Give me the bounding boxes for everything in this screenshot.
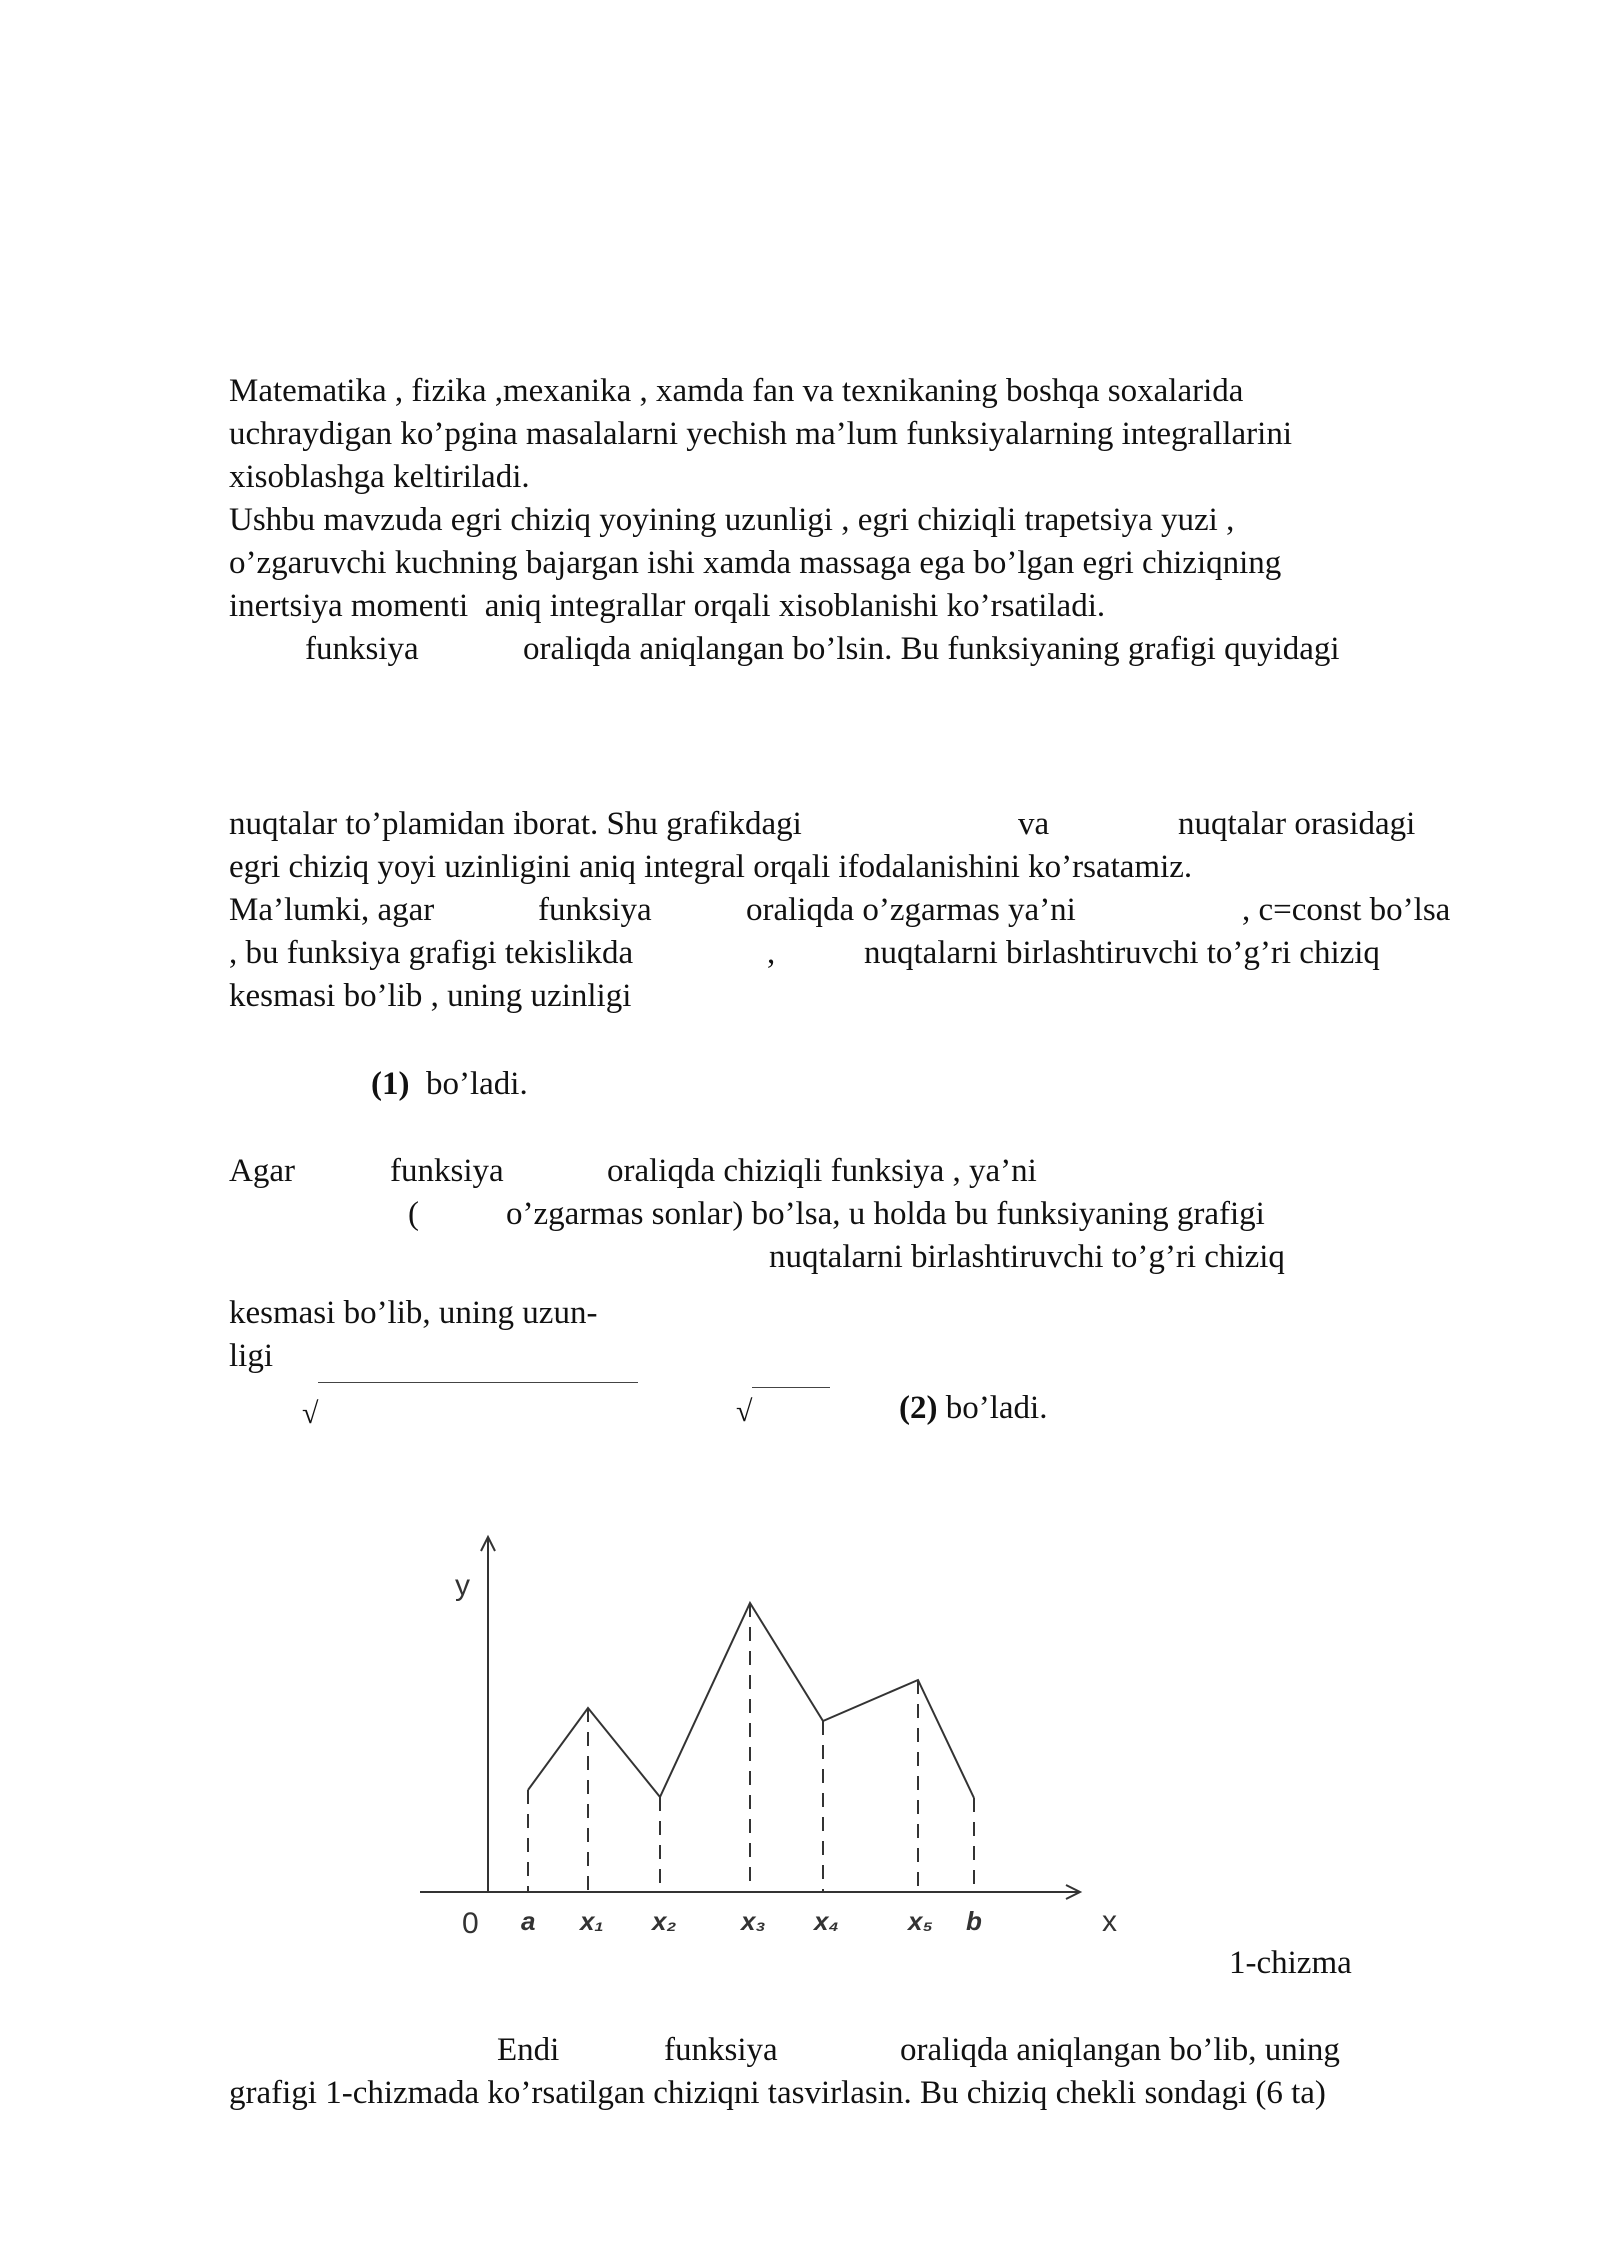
p6-line-4: kesmasi bo’lib, uning uzun- <box>229 1295 598 1331</box>
p4-line-2: egri chiziq yoyi uzinligini aniq integral orqali ifodalanishini ko’rsatamiz. <box>229 849 1193 885</box>
tick-label-x2: x₂ <box>652 1906 677 1936</box>
p5-comma: , <box>767 935 776 971</box>
p5-line-2a: , bu funksiya grafigi tekislikda <box>229 935 634 971</box>
p7-funksiya: funksiya <box>664 2032 778 2068</box>
p5-line-2b: nuqtalarni birlashtiruvchi to’g’ri chiziq <box>864 935 1380 971</box>
equation-2-text: bo’ladi. <box>945 1390 1048 1426</box>
p7-rest: oraliqda aniqlangan bo’lib, uning <box>900 2032 1340 2068</box>
p6-line-3: nuqtalarni birlashtiruvchi to’g’ri chiziq <box>769 1239 1285 1275</box>
sqrt-sign-1: √ <box>302 1397 319 1430</box>
figure-1-graph <box>400 1515 1140 1945</box>
equation-1-line <box>371 1063 528 1106</box>
p5-line-1c: , c=const bo’lsa <box>1242 892 1451 928</box>
tick-label-x5: x₅ <box>908 1906 933 1936</box>
tick-label-x3: x₃ <box>741 1906 766 1936</box>
p3-funksiya: funksiya <box>305 631 419 667</box>
paragraph-1-line-1: Matematika , fizika ,mexanika , xamda fan va texnikaning boshqa soxalarida <box>229 373 1244 409</box>
p5-line-1a: Ma’lumki, agar <box>229 892 435 928</box>
paragraph-2-line-1: Ushbu mavzuda egri chiziq yoyining uzunligi , egri chiziqli trapetsiya yuzi , <box>229 502 1235 538</box>
p6-line-2: o’zgarmas sonlar) bo’lsa, u holda bu funksiyaning grafigi <box>506 1196 1265 1232</box>
equation-2-line <box>899 1387 1047 1430</box>
p5-funksiya: funksiya <box>538 892 652 928</box>
paragraph-2-line-2: o’zgaruvchi kuchning bajargan ishi xamda massaga ega bo’lgan egri chiziqning <box>229 545 1282 581</box>
p6-rest: oraliqda chiziqli funksiya , ya’ni <box>607 1153 1037 1189</box>
p4-va: va <box>1018 806 1050 842</box>
p4-line-1b: nuqtalar orasidagi <box>1178 806 1416 842</box>
origin-label: 0 <box>462 1907 479 1940</box>
p4-line-1a: nuqtalar to’plamidan iborat. Shu grafikdagi <box>229 806 802 842</box>
sqrt-sign-2: √ <box>736 1395 753 1428</box>
p6-paren: ( <box>408 1196 419 1232</box>
sqrt-vinculum-1 <box>318 1382 638 1383</box>
p6-agar: Agar <box>229 1153 295 1189</box>
tick-label-a: a <box>521 1906 536 1936</box>
p5-line-1b: oraliqda o’zgarmas ya’ni <box>746 892 1076 928</box>
paragraph-1-line-3: xisoblashga keltiriladi. <box>229 459 530 495</box>
figure-caption: 1-chizma <box>1229 1945 1352 1981</box>
x-axis-label: x <box>1102 1905 1117 1938</box>
equation-1-number: (1) <box>371 1066 410 1102</box>
tick-label-x4: x₄ <box>814 1906 839 1936</box>
p6-line-5: ligi <box>229 1338 274 1374</box>
tick-label-b: b <box>966 1906 982 1936</box>
paragraph-2-line-3: inertsiya momenti aniq integrallar orqali xisoblanishi ko’rsatiladi. <box>229 588 1106 624</box>
p5-line-3: kesmasi bo’lib , uning uzinligi <box>229 978 632 1014</box>
p3-rest: oraliqda aniqlangan bo’lsin. Bu funksiyaning grafigi quyidagi <box>523 631 1340 667</box>
paragraph-1-line-2: uchraydigan ko’pgina masalalarni yechish ma’lum funksiyalarning integrallarini <box>229 416 1292 452</box>
sqrt-vinculum-2 <box>752 1387 830 1388</box>
p7-endi: Endi <box>497 2032 560 2068</box>
equation-2-number: (2) <box>899 1390 938 1426</box>
p7-line-2: grafigi 1-chizmada ko’rsatilgan chiziqni tasvirlasin. Bu chiziq chekli sondagi (6 ta) <box>229 2075 1326 2111</box>
y-axis-label: y <box>455 1569 470 1602</box>
equation-1-text: bo’ladi. <box>425 1066 528 1102</box>
p6-funksiya: funksiya <box>390 1153 504 1189</box>
tick-label-x1: x₁ <box>580 1906 604 1936</box>
